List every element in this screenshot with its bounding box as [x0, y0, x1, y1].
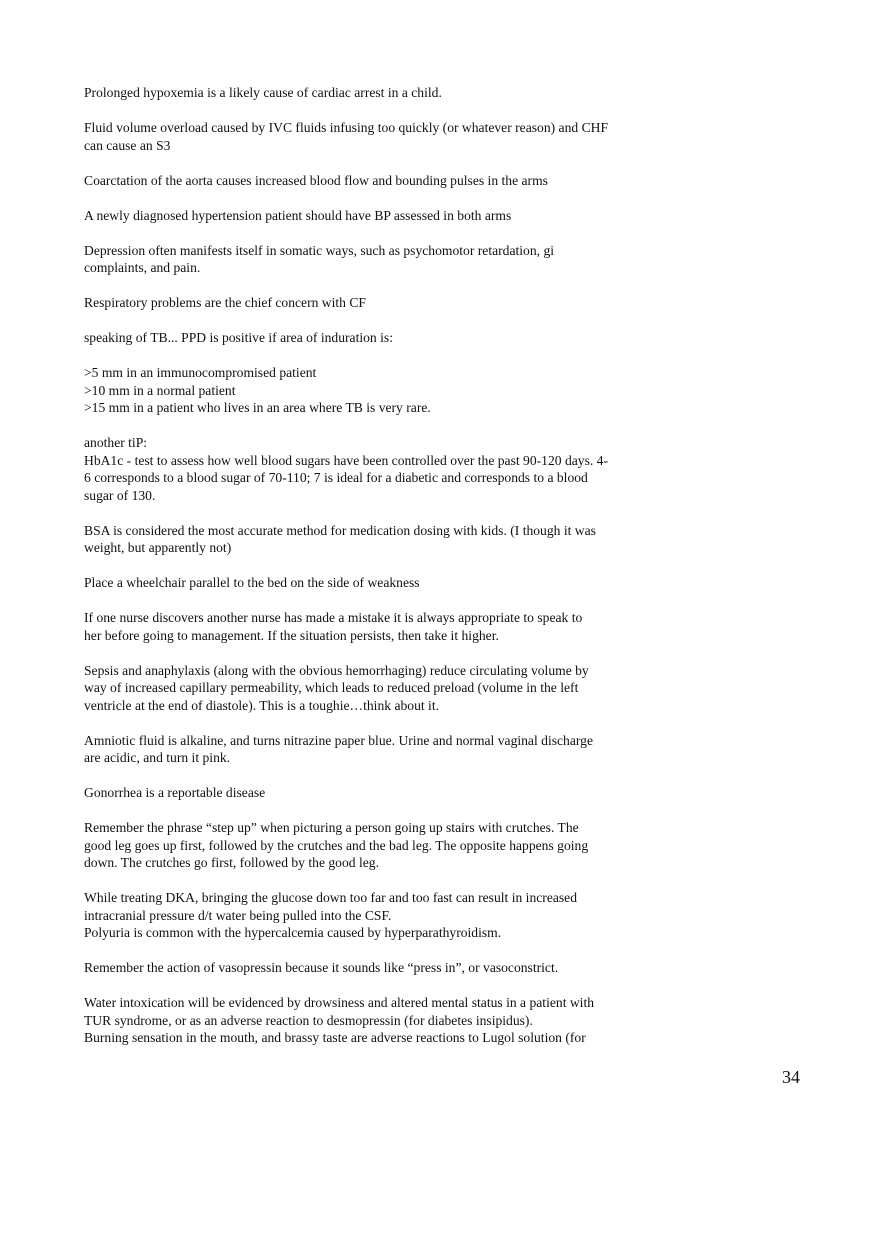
text-line: Burning sensation in the mouth, and brassy taste are adverse reactions to Lugol solution (for: [84, 1030, 586, 1045]
text-line: Remember the phrase “step up” when picturing a person going up stairs with crutches. The: [84, 820, 579, 835]
text-line: sugar of 130.: [84, 487, 156, 503]
paragraph: [84, 609, 644, 644]
text-line: >10 mm in a normal patient: [84, 382, 236, 398]
text-line: Water intoxication will be evidenced by drowsiness and altered mental status in a patient with: [84, 995, 595, 1010]
paragraph: [84, 889, 644, 942]
text-line: are acidic, and turn it pink.: [84, 750, 231, 765]
paragraph: [84, 329, 644, 347]
text-line: her before going to management. If the situation persists, then take it higher.: [84, 627, 499, 643]
paragraph: [84, 119, 644, 154]
text-line: Remember the action of vasopressin because it sounds like “press in”, or vasoconstrict.: [84, 960, 559, 975]
text-line: Respiratory problems are the chief concern with CF: [84, 295, 366, 310]
text-line: HbA1c - test to assess how well blood sugars have been controlled over the past 90-120 days. 4-: [84, 452, 608, 468]
text-line: ventricle at the end of diastole). This is a toughie…think about it.: [84, 697, 439, 713]
paragraph: [84, 242, 644, 277]
text-line: Coarctation of the aorta causes increased blood flow and bounding pulses in the arms: [84, 172, 548, 188]
paragraph: [84, 574, 644, 592]
text-line: >5 mm in an immunocompromised patient: [84, 365, 317, 380]
text-line: intracranial pressure d/t water being pulled into the CSF.: [84, 907, 392, 923]
text-line: BSA is considered the most accurate method for medication dosing with kids. (I though it was: [84, 522, 596, 538]
text-line: down. The crutches go first, followed by the good leg.: [84, 855, 379, 870]
text-line: Place a wheelchair parallel to the bed on the side of weakness: [84, 575, 420, 590]
text-line: 6 corresponds to a blood sugar of 70-110; 7 is ideal for a diabetic and corresponds to a blood: [84, 470, 588, 485]
paragraph: [84, 732, 644, 767]
paragraph: [84, 294, 644, 312]
text-line: Sepsis and anaphylaxis (along with the obvious hemorrhaging) reduce circulating volume by: [84, 662, 589, 678]
text-line: Prolonged hypoxemia is a likely cause of cardiac arrest in a child.: [84, 85, 442, 100]
page-number: 34: [782, 1067, 800, 1087]
paragraph: [84, 522, 644, 557]
paragraph: [84, 172, 644, 190]
text-line: If one nurse discovers another nurse has made a mistake it is always appropriate to speak to: [84, 610, 583, 625]
page-body: [84, 84, 644, 1064]
text-line: While treating DKA, bringing the glucose down too far and too fast can result in increased: [84, 890, 578, 905]
text-line: TUR syndrome, or as an adverse reaction to desmopressin (for diabetes insipidus).: [84, 1012, 533, 1028]
paragraph: [84, 84, 644, 102]
text-line: Fluid volume overload caused by IVC fluids infusing too quickly (or whatever reason) and CHF: [84, 120, 609, 135]
paragraph: [84, 994, 644, 1047]
text-line: >15 mm in a patient who lives in an area where TB is very rare.: [84, 400, 431, 415]
text-line: Depression often manifests itself in somatic ways, such as psychomotor retardation, gi: [84, 242, 555, 258]
text-line: Gonorrhea is a reportable disease: [84, 785, 266, 800]
text-line: Polyuria is common with the hypercalcemia caused by hyperparathyroidism.: [84, 925, 502, 940]
text-line: A newly diagnosed hypertension patient should have BP assessed in both arms: [84, 207, 512, 223]
paragraph: [84, 819, 644, 872]
text-line: can cause an S3: [84, 137, 171, 153]
paragraph: [84, 207, 644, 225]
text-line: good leg goes up first, followed by the crutches and the bad leg. The opposite happens going: [84, 837, 589, 853]
paragraph: [84, 959, 644, 977]
paragraph: [84, 784, 644, 802]
text-line: Amniotic fluid is alkaline, and turns nitrazine paper blue. Urine and normal vaginal discharge: [84, 732, 593, 748]
paragraph: [84, 364, 644, 417]
paragraph: [84, 662, 644, 715]
paragraph: [84, 434, 644, 504]
text-line: way of increased capillary permeability, which leads to reduced preload (volume in the left: [84, 680, 579, 695]
text-line: complaints, and pain.: [84, 260, 201, 275]
text-line: another tiP:: [84, 435, 148, 450]
text-line: speaking of TB... PPD is positive if area of induration is:: [84, 330, 393, 345]
text-line: weight, but apparently not): [84, 540, 232, 555]
